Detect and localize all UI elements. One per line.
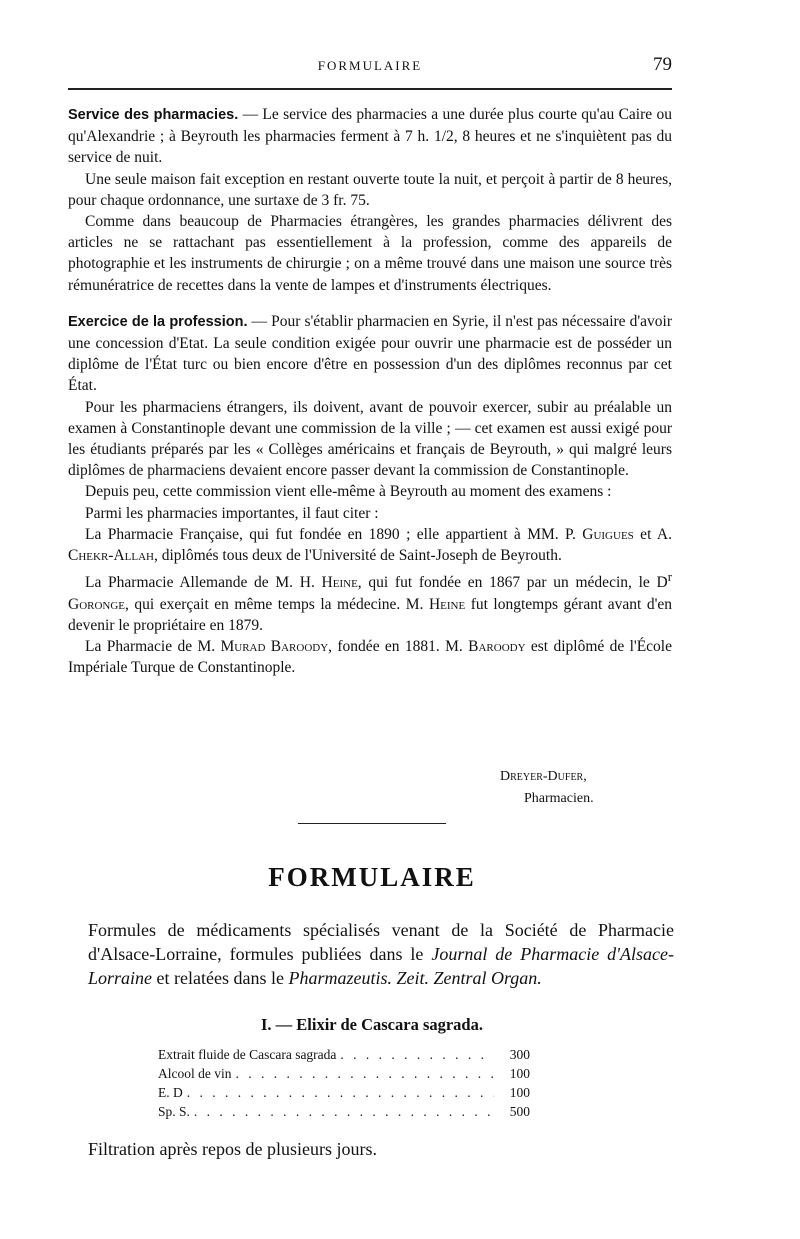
ingredient-quantity: 100 (509, 1085, 530, 1100)
text-run: et A. (633, 525, 672, 543)
text-run: , fondée en 1881. M. (328, 638, 469, 656)
paragraph-pharmacies-1 (68, 104, 672, 169)
person-name: Chekr-Allah (68, 547, 154, 565)
journal-title: Journal de Pharmacie d'Alsace-Lorraine (88, 944, 674, 988)
person-name: Heine (321, 574, 358, 592)
dot-leader (194, 1102, 494, 1121)
text-run: — Pour s'établir pharmacien en Syrie, il n'est pas nécessaire d'avoir une concession d'Etat. La seule condition exigée pour ouvrir une pharmacie est de posséder un diplôme de l'État turc ou bien encore d'être en possession d'un des diplômes reconnus par cet État. (68, 312, 672, 395)
person-name: Murad Baroody (220, 638, 329, 656)
paragraph-pharmacie-baroody (68, 636, 672, 678)
paragraph-profession-1 (68, 311, 672, 397)
paragraph-profession-4: Parmi les pharmacies importantes, il faut citer : (85, 504, 379, 522)
paragraph-pharmacie-allemande (68, 566, 672, 636)
ingredient-quantity: 500 (509, 1104, 530, 1119)
section-heading-pharmacies: Service des pharmacies. (68, 107, 239, 123)
text-run: , qui exerçait en même temps la médecine. M. (125, 595, 429, 613)
recipe-title: I. — Elixir de Cascara sagrada. (261, 1015, 483, 1034)
section-divider (298, 823, 446, 824)
closing-note: Filtration après repos de plusieurs jours. (88, 1139, 377, 1159)
text-run: , diplômés tous deux de l'Université de Saint-Joseph de Beyrouth. (153, 547, 562, 565)
ingredient-row (158, 1064, 530, 1083)
text-run: fut longtemps gérant avant d'en devenir le propriétaire en 1879. (68, 595, 673, 634)
text-run: et relatées dans le (152, 968, 289, 988)
text-run: est diplômé de l'École Impériale Turque de Constantinople. (68, 638, 672, 677)
ingredient-row (158, 1045, 530, 1064)
text-run: La Pharmacie Allemande de M. H. (85, 574, 322, 592)
ingredient-name: Sp. S. (158, 1104, 190, 1119)
running-header (68, 54, 672, 88)
person-name: Baroody (468, 638, 526, 656)
page-number: 79 (653, 54, 672, 75)
text-run: , qui fut fondée en 1867 par un médecin, le D (357, 574, 668, 592)
section-heading-profession: Exercice de la profession. (68, 313, 248, 330)
signature-block (500, 766, 680, 810)
header-rule (68, 88, 672, 90)
signature-name: Dreyer-Dufer, (500, 769, 587, 784)
text-run: La Pharmacie Française, qui fut fondée en 1890 ; elle appartient à MM. P. (85, 525, 583, 543)
ingredient-name: Extrait fluide de Cascara sagrada (158, 1047, 337, 1062)
ingredient-row (158, 1102, 530, 1121)
paragraph-pharmacies-3: Comme dans beaucoup de Pharmacies étrangères, les grandes pharmacies délivrent des articles ne se rattachant pas essentiellement à la profession, comme des appareils de photographie et les instruments de chirurgie ; on a même trouvé dans une maison une source très rémunératrice de recettes dans la vente de lampes et d'instruments électriques. (68, 213, 672, 294)
intro-paragraph (88, 918, 674, 990)
ingredient-name: E. D (158, 1085, 183, 1100)
ingredient-row (158, 1083, 530, 1102)
paragraph-profession-3: Depuis peu, cette commission vient elle-même à Beyrouth au moment des examens : (85, 483, 612, 501)
ingredient-name: Alcool de vin (158, 1066, 232, 1081)
formulaire-intro (88, 918, 674, 990)
paragraph-pharmacies-2: Une seule maison fait exception en restant ouverte toute la nuit, et perçoit à partir de 8 heures, pour chaque ordonnance, une surtaxe de 3 fr. 75. (68, 170, 672, 209)
text-run: — Le service des pharmacies a une durée plus courte qu'au Caire ou qu'Alexandrie ; à Beyrouth les pharmacies ferment à 7 h. 1/2, 8 heures et ne s'inquiètent pas du service de nuit. (68, 106, 672, 167)
person-name: Goronge (68, 595, 126, 613)
paragraph-pharmacie-francaise (68, 524, 672, 566)
ingredient-quantity: 300 (509, 1047, 530, 1062)
paragraph-profession-2: Pour les pharmaciens étrangers, ils doivent, avant de pouvoir exercer, subir au préalable un examen à Constantinople devant une commission de la ville ; — cet examen est aussi exigé pour les étudiants préparés par les « Collèges américains et français de Beyrouth, » qui malgré leurs diplômes de pharmaciens devaient encore passer devant la commission de Constantinople. (68, 398, 672, 480)
superscript: r (667, 569, 672, 585)
dot-leader (236, 1064, 495, 1083)
signature-role: Pharmacien. (524, 791, 594, 806)
journal-title: Pharmazeutis. Zeit. Zentral Organ. (288, 968, 542, 988)
person-name: Guigues (582, 525, 634, 543)
ingredient-quantity: 100 (509, 1066, 530, 1081)
article-body (68, 104, 672, 678)
dot-leader (187, 1083, 494, 1102)
dot-leader (340, 1045, 494, 1064)
ingredient-list (158, 1045, 530, 1121)
person-name: Heine (428, 595, 466, 613)
running-title: FORMULAIRE (317, 58, 423, 73)
formulaire-title: FORMULAIRE (268, 862, 476, 892)
text-run: Formules de médicaments spécialisés venant de la Société de Pharmacie d'Alsace-Lorraine, formules publiées dans le (88, 920, 674, 964)
text-run: La Pharmacie de M. (85, 638, 221, 656)
